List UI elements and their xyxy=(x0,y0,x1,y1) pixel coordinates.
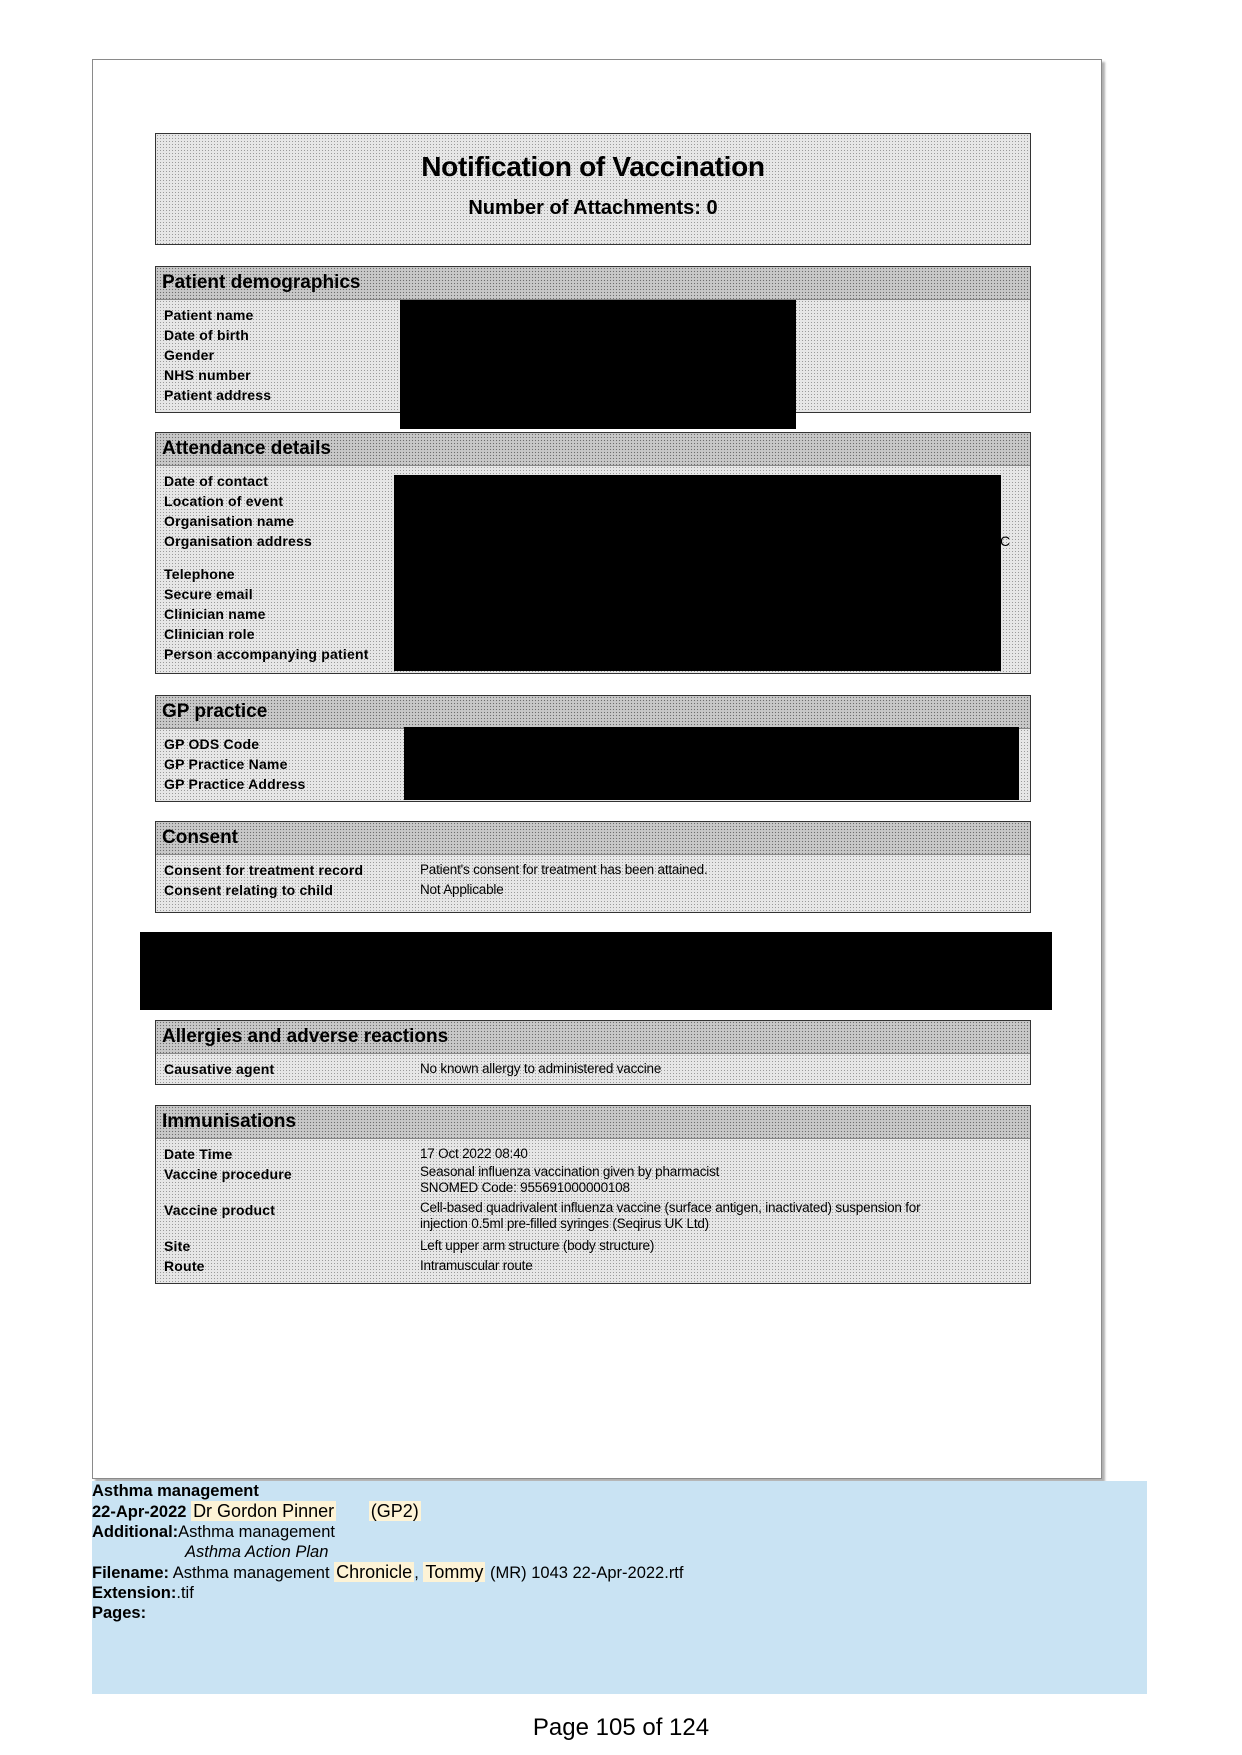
field-label: Clinician name xyxy=(164,606,266,622)
snomed-code: SNOMED Code: 955691000000108 xyxy=(420,1180,630,1195)
filename-label: Filename: xyxy=(92,1564,170,1582)
filename-forename: Tommy xyxy=(425,1562,484,1582)
field-label: Patient address xyxy=(164,387,272,403)
section-header: Immunisations xyxy=(156,1106,1030,1139)
product-line: Cell-based quadrivalent influenza vaccine (surface antigen, inactivated) suspension for xyxy=(420,1200,921,1215)
section-header: Consent xyxy=(156,822,1030,855)
page-number: Page 105 of 124 xyxy=(532,1714,710,1741)
field-label: Secure email xyxy=(164,586,253,602)
section-consent xyxy=(155,821,1031,913)
field-label: Vaccine procedure xyxy=(164,1166,292,1182)
extension-label: Extension: xyxy=(92,1584,177,1602)
field-label: Consent for treatment record xyxy=(164,862,364,878)
field-value: Patient's consent for treatment has been attained. xyxy=(420,862,708,877)
additional-sub: Asthma Action Plan xyxy=(185,1543,329,1561)
record-metadata xyxy=(92,1481,1147,1694)
field-label: NHS number xyxy=(164,367,251,383)
field-label: Telephone xyxy=(164,566,235,582)
section-header: Allergies and adverse reactions xyxy=(156,1021,1030,1054)
filename-suffix: (MR) 1043 22-Apr-2022.rtf xyxy=(489,1564,684,1582)
stray-glyph: C xyxy=(1000,533,1011,549)
field-label: Organisation name xyxy=(164,513,295,529)
product-line: injection 0.5ml pre-filled syringes (Seqirus UK Ltd) xyxy=(420,1216,709,1231)
field-label: Gender xyxy=(164,347,215,363)
record-title: Asthma management xyxy=(92,1482,259,1500)
field-value: Intramuscular route xyxy=(420,1258,533,1273)
section-allergies xyxy=(155,1020,1031,1085)
field-label: GP ODS Code xyxy=(164,736,260,752)
field-label: Route xyxy=(164,1258,205,1274)
redaction-bar xyxy=(140,932,1052,1010)
field-value: Left upper arm structure (body structure) xyxy=(420,1238,655,1253)
section-immunisations xyxy=(155,1105,1031,1284)
clinician-name: Dr Gordon Pinner xyxy=(193,1501,335,1521)
filename-sep: , xyxy=(414,1564,419,1582)
attachments-count: Number of Attachments: 0 xyxy=(468,197,718,219)
field-label: GP Practice Name xyxy=(164,756,288,772)
field-label: Date of contact xyxy=(164,473,269,489)
field-label: Consent relating to child xyxy=(164,882,334,898)
redaction-block xyxy=(404,727,1019,800)
field-label: Organisation address xyxy=(164,533,312,549)
additional-value: Asthma management xyxy=(178,1523,335,1541)
field-label: Clinician role xyxy=(164,626,255,642)
field-value: No known allergy to administered vaccine xyxy=(420,1061,662,1076)
field-value: Not Applicable xyxy=(420,882,504,897)
additional-label: Additional: xyxy=(92,1523,179,1541)
field-label: GP Practice Address xyxy=(164,776,306,792)
field-label: Causative agent xyxy=(164,1061,275,1077)
field-value xyxy=(420,1164,719,1200)
field-label: Person accompanying patient xyxy=(164,646,369,662)
clinician-role: (GP2) xyxy=(370,1501,419,1521)
field-label: Patient name xyxy=(164,307,254,323)
field-label: Date of birth xyxy=(164,327,250,343)
document-title: Notification of Vaccination xyxy=(421,151,765,182)
section-header: Patient demographics xyxy=(156,267,1030,300)
filename-prefix: Asthma management xyxy=(172,1564,330,1582)
filename-surname: Chronicle xyxy=(336,1562,413,1582)
procedure-line: Seasonal influenza vaccination given by pharmacist xyxy=(420,1164,720,1179)
field-label: Site xyxy=(164,1238,191,1254)
redaction-block xyxy=(400,300,796,429)
field-label: Location of event xyxy=(164,493,284,509)
field-value: 17 Oct 2022 08:40 xyxy=(420,1146,528,1161)
redaction-block xyxy=(394,475,1001,671)
record-date: 22-Apr-2022 xyxy=(92,1503,187,1521)
extension-value: .tif xyxy=(176,1584,194,1602)
section-header: GP practice xyxy=(156,696,1030,729)
field-label: Date Time xyxy=(164,1146,233,1162)
title-box xyxy=(155,133,1031,245)
pages-label: Pages: xyxy=(92,1604,147,1622)
field-label: Vaccine product xyxy=(164,1202,276,1218)
section-header: Attendance details xyxy=(156,433,1030,466)
field-value xyxy=(420,1200,920,1236)
